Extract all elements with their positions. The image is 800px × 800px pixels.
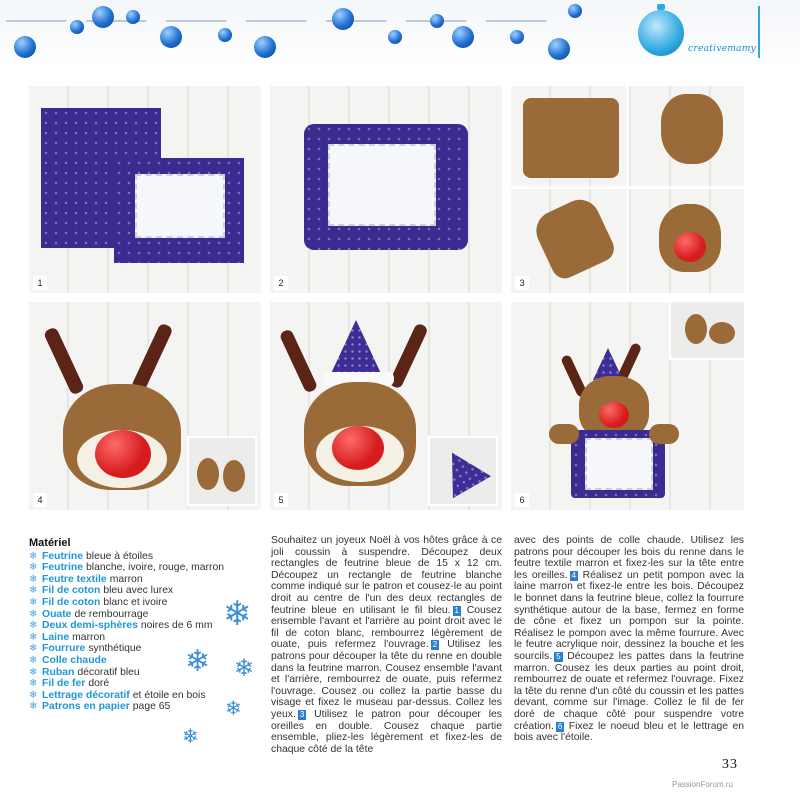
photo-step-5 — [270, 302, 502, 510]
snowflake-icon: ❄ — [234, 655, 255, 682]
brown-felt-piece — [523, 98, 619, 178]
christmas-ball-icon — [160, 26, 182, 48]
ear-piece — [223, 460, 245, 492]
photo-number: 6 — [515, 493, 529, 507]
logo-ornament-icon — [638, 10, 684, 56]
collage-divider — [511, 186, 744, 189]
snowflake-bullet-icon: ❄ — [29, 631, 38, 643]
photo-step-3 — [511, 86, 744, 293]
material-name: Fil de fer — [42, 678, 86, 690]
material-item — [29, 655, 261, 667]
red-nose — [599, 402, 629, 428]
antler-left — [43, 326, 85, 395]
step-badge: 6 — [557, 721, 563, 731]
fir-branch — [166, 0, 234, 22]
instruction-text: Réalisez un petit pompon avec la laine marron et fixez-le entre les bois. Découpez le bonnet dans la feutrine bleue, collez la fourrure synthétique autour de la base, fermez en forme de cône et fixez un pompon sur la pointe. Réalisez le pompon avec la même fourrure. Avec le feutre acrylique noir, dessinez la bouche et les sourcils. — [514, 569, 744, 662]
material-detail: de rembourrage — [74, 608, 149, 620]
white-felt-panel — [585, 438, 653, 490]
paw-right — [649, 424, 679, 444]
material-name: Feutrine — [42, 562, 83, 574]
red-nose — [674, 232, 706, 262]
snowflake-bullet-icon: ❄ — [29, 701, 38, 713]
snowflake-bullet-icon: ❄ — [29, 689, 38, 701]
snowflake-bullet-icon: ❄ — [29, 678, 38, 690]
snowflake-bullet-icon: ❄ — [29, 573, 38, 585]
snowflake-icon: ❄ — [185, 645, 211, 678]
snowflake-bullet-icon: ❄ — [29, 585, 38, 597]
material-detail: marron — [109, 573, 143, 585]
logo-text: creativemamy — [688, 44, 757, 54]
brand-logo — [636, 4, 776, 64]
snowflake-bullet-icon: ❄ — [29, 643, 38, 655]
watermark: PassionForum.ru — [672, 780, 733, 789]
christmas-ball-icon — [568, 4, 582, 18]
christmas-ball-icon — [548, 38, 570, 60]
christmas-ball-icon — [126, 10, 140, 24]
snowflake-icon: ❄ — [182, 726, 199, 748]
fir-branch — [246, 0, 314, 22]
photo-number: 5 — [274, 493, 288, 507]
material-name: Ruban — [42, 666, 75, 678]
christmas-ball-icon — [430, 14, 444, 28]
step-badge: 3 — [299, 709, 305, 719]
inset-paws — [669, 302, 744, 360]
material-detail: bleu avec lurex — [103, 585, 174, 597]
head-stuffed — [530, 193, 619, 283]
white-felt-panel — [328, 144, 436, 226]
material-detail: blanche, ivoire, rouge, marron — [86, 562, 225, 574]
collage-divider — [626, 86, 629, 293]
material-name: Feutre textile — [42, 573, 107, 585]
page-number: 33 — [722, 757, 738, 772]
fir-branch — [6, 0, 74, 22]
ear-piece — [197, 458, 219, 490]
snowflake-icon: ❄ — [223, 595, 252, 633]
photo-step-4 — [29, 302, 261, 510]
material-item — [29, 574, 261, 586]
photo-number: 4 — [33, 493, 47, 507]
snowflake-bullet-icon: ❄ — [29, 666, 38, 678]
fir-branch — [486, 0, 554, 22]
instruction-text: Cousez ensemble l'avant et l'arrière au point droit avec le fil de coton blanc, rembourrez légèrement de ouate, puis refermez l'ouvrage. — [271, 604, 502, 651]
inset-ears — [187, 436, 257, 506]
instructions-column-3 — [514, 535, 744, 744]
hat-piece — [433, 442, 491, 499]
step-badge: 1 — [454, 605, 459, 615]
paw-piece — [709, 322, 735, 344]
christmas-ball-icon — [510, 30, 524, 44]
blue-hat — [328, 320, 384, 380]
material-name: Ouate — [42, 608, 72, 620]
christmas-ball-icon — [452, 26, 474, 48]
material-name: Laine — [42, 631, 70, 643]
photo-step-1 — [29, 86, 261, 293]
step-badge: 4 — [571, 570, 577, 580]
instruction-text: Découpez les pattes dans la feutrine marron. Cousez les deux parties au point droit, rembourrez de ouate et refermez l'ouvrage. Fixez la tête du renne d'un côté du coussin et les pattes devant, comme sur l'image. Collez le fil de fer doré de chaque côté pour suspendre votre création. — [514, 650, 745, 732]
photo-number: 1 — [33, 276, 47, 290]
christmas-ball-icon — [332, 8, 354, 30]
step-badge: 2 — [432, 640, 438, 650]
material-item — [29, 562, 261, 574]
material-detail: page 65 — [132, 701, 171, 713]
material-name: Fourrure — [42, 643, 86, 655]
material-item — [29, 551, 261, 563]
paw-piece — [685, 314, 707, 344]
instructions-column-2 — [271, 535, 502, 755]
christmas-ball-icon — [254, 36, 276, 58]
material-detail: bleue à étoiles — [86, 550, 154, 562]
materials-title: Matériel — [29, 537, 71, 549]
material-detail: marron — [72, 631, 106, 643]
snowflake-bullet-icon: ❄ — [29, 608, 38, 620]
snowflake-bullet-icon: ❄ — [29, 562, 38, 574]
instruction-text: Fixez le noeud bleu et le lettrage en bois avec l'étoile. — [514, 720, 744, 744]
photo-step-6 — [511, 302, 744, 510]
step-badge: 5 — [556, 651, 561, 661]
material-name: Fil de coton — [42, 585, 101, 597]
logo-line — [758, 6, 760, 58]
snowflake-bullet-icon: ❄ — [29, 654, 38, 666]
material-name: Fil de coton — [42, 596, 101, 608]
instruction-text: Utilisez le patron pour découper les oreilles en double. Cousez chaque partie ensemble, pliez-les légèrement et fixez-les de chaque côté de la tête — [271, 708, 502, 755]
christmas-ball-icon — [388, 30, 402, 44]
material-name: Patrons en papier — [42, 701, 130, 713]
antler-right — [130, 322, 173, 393]
material-detail: décoratif bleu — [77, 666, 140, 678]
red-nose — [95, 430, 151, 478]
material-detail: noires de 6 mm — [140, 620, 213, 632]
red-nose — [332, 426, 384, 470]
antler-left — [279, 328, 319, 393]
material-detail: et étoile en bois — [132, 689, 206, 701]
material-detail: blanc et ivoire — [103, 596, 168, 608]
paw-left — [549, 424, 579, 444]
snowflake-bullet-icon: ❄ — [29, 550, 38, 562]
inset-hat — [428, 436, 498, 506]
instruction-text: Utilisez les patrons pour découper la tête du renne en double dans la feutrine marron. Cousez ensemble l'avant et l'arrière, rembourrez de ouate, puis refermez l'ouvrage. Cousez ou collez la partie basse du visage et fixez le museau par-dessus. Collez les yeux. — [271, 639, 503, 720]
christmas-ball-icon — [92, 6, 114, 28]
photo-step-2 — [270, 86, 502, 293]
material-item — [29, 643, 261, 655]
photo-number: 2 — [274, 276, 288, 290]
material-name: Colle chaude — [42, 654, 107, 666]
christmas-ball-icon — [14, 36, 36, 58]
snowflake-bullet-icon: ❄ — [29, 596, 38, 608]
instruction-text: avec des points de colle chaude. Utilisez les patrons pour découper les bois du renne dans le feutre textile marron et fixez-les sur la tête entre les oreilles. — [514, 535, 744, 581]
snowflake-icon: ❄ — [225, 698, 242, 720]
material-detail: synthétique — [88, 643, 142, 655]
material-item — [29, 678, 261, 690]
header-garland — [0, 0, 800, 70]
material-name: Lettrage décoratif — [42, 689, 130, 701]
christmas-ball-icon — [70, 20, 84, 34]
material-name: Deux demi-sphères — [42, 620, 138, 632]
photo-number: 3 — [515, 276, 529, 290]
material-name: Feutrine — [42, 550, 83, 562]
material-detail: doré — [88, 678, 110, 690]
snowflake-bullet-icon: ❄ — [29, 620, 38, 632]
brown-felt-head-piece — [661, 94, 723, 164]
material-item — [29, 667, 261, 679]
antler-right — [388, 322, 429, 389]
christmas-ball-icon — [218, 28, 232, 42]
white-felt-rectangle — [135, 174, 225, 238]
instruction-text: Souhaitez un joyeux Noël à vos hôtes grâce à ce joli coussin à suspendre. Découpez deux rectangles de feutrine bleue de 15 x 12 cm. Découpez un rectangle de feutrine blanche comme indiqué sur le patron et cousez-le au point droit au centre de l'un des deux rectangles de feutrine bleue en utilisant le fil bleu. — [271, 535, 502, 616]
